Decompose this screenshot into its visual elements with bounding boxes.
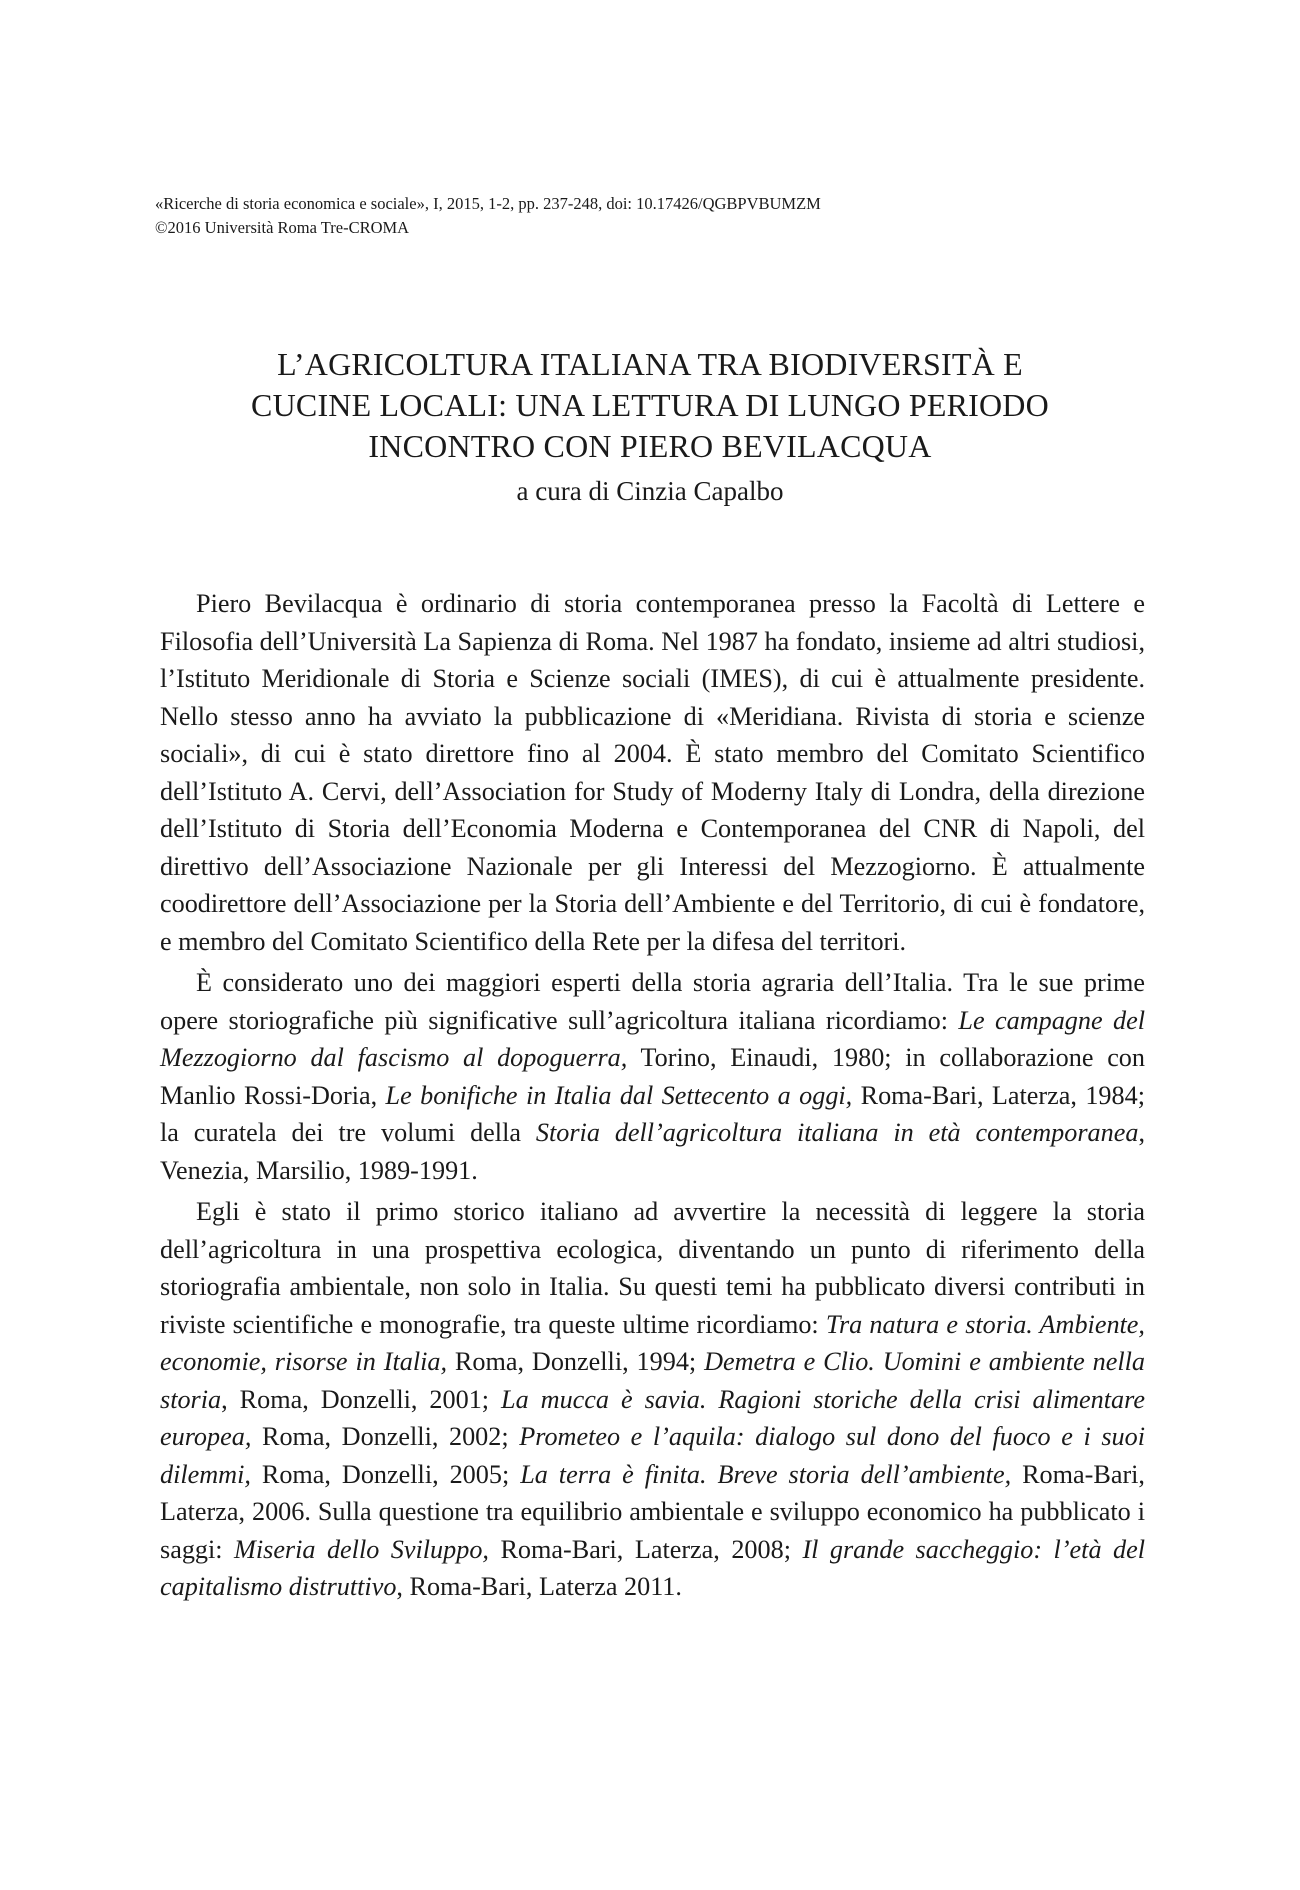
book-title: La mucca è savia. Ragioni storiche della crisi alimentare europea, (160, 1384, 1145, 1451)
book-title: Le bonifiche in Italia dal Settecento a oggi, (385, 1080, 853, 1110)
text-span: , Venezia, Marsilio, 1989-1991. (160, 1118, 1146, 1185)
citation-line: «Ricerche di storia economica e sociale», I, 2015, 1-2, pp. 237-248, doi: 10.17426/QGBPVBUMZM (155, 194, 821, 213)
text-span: , Roma-Bari, Laterza 2011. (396, 1572, 682, 1601)
article-title-block (150, 344, 1150, 511)
article-body (160, 585, 1145, 1610)
book-title: Prometeo e l’aquila: dialogo sul dono del fuoco e i suoi dilemmi, (160, 1422, 1145, 1489)
paragraph-2 (160, 964, 1145, 1189)
copyright-line: ©2016 Università Roma Tre-CROMA (155, 218, 410, 237)
book-title: Miseria dello Sviluppo, (234, 1534, 489, 1564)
paragraph-1: Piero Bevilacqua è ordinario di storia contemporanea presso la Facoltà di Lettere e Filosofia dell’Università La Sapienza di Roma. Nel 1987 ha fondato, insieme ad altri studiosi, l’Istituto Meridionale di Storia e Scienze sociali (IMES), di cui è attualmente presidente. Nello stesso anno ha avviato la pubblicazione di «Meridiana. Rivista di storia e scienze sociali», di cui è stato direttore fino al 2004. È stato membro del Comitato Scientifico dell’Istituto A. Cervi, dell’Association for Study of Moderny Italy di Londra, della direzione dell’Istituto di Storia dell’Economia Moderna e Contemporanea del CNR di Napoli, del direttivo dell’Associazione Nazionale per gli Interessi del Mezzogiorno. È attualmente coodirettore dell’Associazione per la Storia dell’Ambiente e del Territorio, di cui è fondatore, e membro del Comitato Scientifico della Rete per la difesa del territori. (160, 589, 1145, 956)
text-span: Roma, Donzelli, 2002; (251, 1422, 520, 1451)
text-span: È considerato uno dei maggiori esperti della storia agraria dell’Italia. Tra le sue prime opere storiografiche più significative sull’agricoltura italiana ricordiamo: (160, 968, 1145, 1035)
journal-header (155, 192, 1155, 240)
paragraph-3 (160, 1193, 1145, 1606)
book-title: La terra è finita. Breve storia dell’ambiente, (520, 1459, 1012, 1489)
text-span: Roma-Bari, Laterza, 1984; la curatela dei tre volumi della (160, 1080, 1145, 1147)
text-span: Roma-Bari, Laterza, 2006. Sulla questione tra equilibrio ambientale e sviluppo economico ha pubblicato i saggi: (160, 1459, 1145, 1564)
text-span: Torino, Einaudi, 1980; in collaborazione con Manlio Rossi-Doria, (160, 1043, 1145, 1110)
book-title: Demetra e Clio. Uomini e ambiente nella storia (160, 1347, 1145, 1414)
text-span: Roma, Donzelli, 1994; (447, 1347, 705, 1376)
book-title: Il grande saccheggio: l’età del capitalismo distruttivo (160, 1534, 1145, 1601)
book-title: Storia dell’agricoltura italiana in età contemporanea (535, 1118, 1139, 1147)
title-line-3: INCONTRO CON PIERO BEVILACQUA (368, 428, 932, 464)
text-span: Roma-Bari, Laterza, 2008; (488, 1534, 803, 1564)
book-title: Tra natura e storia. Ambiente, economie, risorse in Italia, (160, 1309, 1145, 1376)
text-span: Roma, Donzelli, 2005; (250, 1459, 521, 1489)
book-title: Le campagne del Mezzogiorno dal fascismo al dopoguerra, (160, 1005, 1145, 1072)
editor-byline: a cura di Cinzia Capalbo (516, 476, 784, 506)
text-span: Egli è stato il primo storico italiano ad avvertire la necessità di leggere la storia dell’agricoltura in una prospettiva ecologica, diventando un punto di riferimento della storiografia ambientale, non solo in Italia. Su questi temi ha pubblicato diversi contributi in riviste scientifiche e monografie, tra queste ultime ricordiamo: (160, 1197, 1145, 1339)
title-line-2: CUCINE LOCALI: UNA LETTURA DI LUNGO PERIODO (251, 387, 1049, 423)
text-span: , Roma, Donzelli, 2001; (221, 1384, 502, 1414)
title-line-1: L’AGRICOLTURA ITALIANA TRA BIODIVERSITÀ E (277, 346, 1023, 382)
